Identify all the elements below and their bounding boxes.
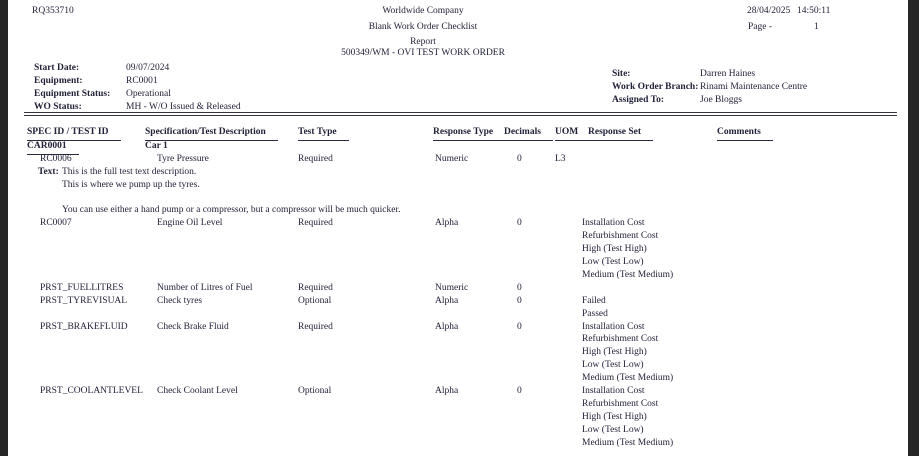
response-set-item: Installation Cost	[582, 386, 645, 397]
table-row	[8, 295, 908, 321]
test-type: Required	[298, 218, 333, 229]
spec-description: Number of Litres of Fuel	[157, 282, 253, 293]
info-value: MH - W/O Issued & Released	[126, 102, 241, 112]
info-label: Site:	[612, 69, 631, 79]
table-row	[8, 217, 908, 282]
response-set-item: Low (Test Low)	[582, 257, 644, 268]
test-type: Required	[298, 153, 333, 164]
response-set-item: Medium (Test Medium)	[582, 437, 674, 448]
table-group-row	[8, 140, 908, 153]
response-type: Alpha	[435, 218, 459, 229]
spec-id: RC0006	[40, 153, 72, 164]
response-set-item: Installation Cost	[582, 218, 645, 229]
response-type: Alpha	[435, 295, 459, 306]
test-type: Optional	[298, 295, 332, 306]
report-date: 28/04/2025	[747, 6, 791, 16]
response-set-item: Low (Test Low)	[582, 424, 644, 435]
decimals: 0	[517, 295, 522, 306]
test-type: Required	[298, 282, 333, 293]
table-row	[8, 321, 908, 386]
response-type: Numeric	[435, 282, 469, 293]
response-set-item: Failed	[582, 295, 606, 306]
spec-description: Check Brake Fluid	[157, 321, 229, 332]
col-header-decimals: Decimals	[504, 126, 553, 141]
decimals: 0	[517, 321, 522, 332]
page-label: Page -	[748, 22, 773, 32]
report-time: 14:50:11	[797, 6, 831, 16]
info-value: Rinami Maintenance Centre	[700, 82, 808, 92]
table-row	[8, 153, 908, 166]
info-label: Equipment Status:	[34, 89, 111, 99]
spec-description: Tyre Pressure	[157, 153, 209, 164]
info-label: Start Date:	[34, 63, 80, 73]
report-title: Blank Work Order Checklist	[368, 22, 478, 32]
response-set-item: Installation Cost	[582, 321, 645, 332]
test-text-row	[8, 166, 908, 218]
response-set-item: Medium (Test Medium)	[582, 373, 674, 384]
table-header-row	[8, 126, 908, 140]
response-set-item: Passed	[582, 308, 608, 319]
spec-description: Check Coolant Level	[157, 386, 238, 397]
spec-description: Engine Oil Level	[157, 218, 223, 229]
request-id: RQ353710	[32, 6, 74, 16]
info-label: Work Order Branch:	[612, 82, 699, 92]
test-type: Optional	[298, 386, 332, 397]
col-header-response-set: Response Set	[588, 126, 653, 141]
col-header-uom: UOM	[555, 126, 590, 141]
table-row	[8, 282, 908, 295]
report-subtitle: Report	[410, 37, 436, 47]
response-set-item: High (Test High)	[582, 244, 647, 255]
decimals: 0	[517, 153, 522, 164]
info-value: RC0001	[126, 76, 158, 86]
info-value: Joe Bloggs	[700, 95, 742, 105]
table-row	[8, 385, 908, 450]
response-set-item: High (Test High)	[582, 347, 647, 358]
company-name: Worldwide Company	[382, 6, 464, 16]
info-label: Equipment:	[34, 76, 83, 86]
col-header-response-type: Response Type	[433, 126, 505, 141]
spec-id: PRST_BRAKEFLUID	[40, 321, 128, 332]
response-set-item: Refurbishment Cost	[582, 398, 659, 409]
spec-id: PRST_COOLANTLEVEL	[40, 386, 143, 397]
col-header-test-type: Test Type	[298, 126, 349, 141]
text-line: You can use either a hand pump or a compressor, but a compressor will be much quicker.	[62, 205, 401, 216]
text-line: This is where we pump up the tyres.	[62, 179, 200, 190]
info-value: 09/07/2024	[126, 63, 170, 73]
test-type: Required	[298, 321, 333, 332]
spec-id: CAR0001	[27, 140, 79, 155]
spec-id: PRST_FUELLITRES	[40, 282, 124, 293]
response-set-item: Refurbishment Cost	[582, 231, 659, 242]
col-header-description: Specification/Test Description	[145, 126, 278, 141]
info-label: Assigned To:	[612, 95, 665, 105]
spec-id: RC0007	[40, 218, 72, 229]
checklist-table	[8, 126, 908, 450]
response-type: Alpha	[435, 321, 459, 332]
section-divider	[24, 112, 897, 116]
col-header-spec-id: SPEC ID / TEST ID	[27, 126, 121, 141]
response-type: Alpha	[435, 386, 459, 397]
info-label: WO Status:	[34, 102, 82, 112]
spec-description: Check tyres	[157, 295, 203, 306]
decimals: 0	[517, 218, 522, 229]
decimals: 0	[517, 386, 522, 397]
response-set-item: Medium (Test Medium)	[582, 269, 674, 280]
work-order-title: 500349/WM - OVI TEST WORK ORDER	[341, 48, 505, 58]
uom: L3	[555, 153, 566, 164]
spec-id: PRST_TYREVISUAL	[40, 295, 128, 306]
text-line: This is the full test text description.	[62, 166, 197, 177]
response-set-item: Low (Test Low)	[582, 360, 644, 371]
decimals: 0	[517, 282, 522, 293]
response-set-item: High (Test High)	[582, 411, 647, 422]
page-number: 1	[814, 22, 819, 32]
info-value: Operational	[126, 89, 171, 99]
col-header-comments: Comments	[717, 126, 773, 141]
response-type: Numeric	[435, 153, 469, 164]
text-label: Text:	[38, 166, 59, 177]
response-set-item: Refurbishment Cost	[582, 334, 659, 345]
spec-description: Car 1	[145, 141, 168, 151]
report-page	[8, 0, 908, 456]
info-value: Darren Haines	[700, 69, 756, 79]
